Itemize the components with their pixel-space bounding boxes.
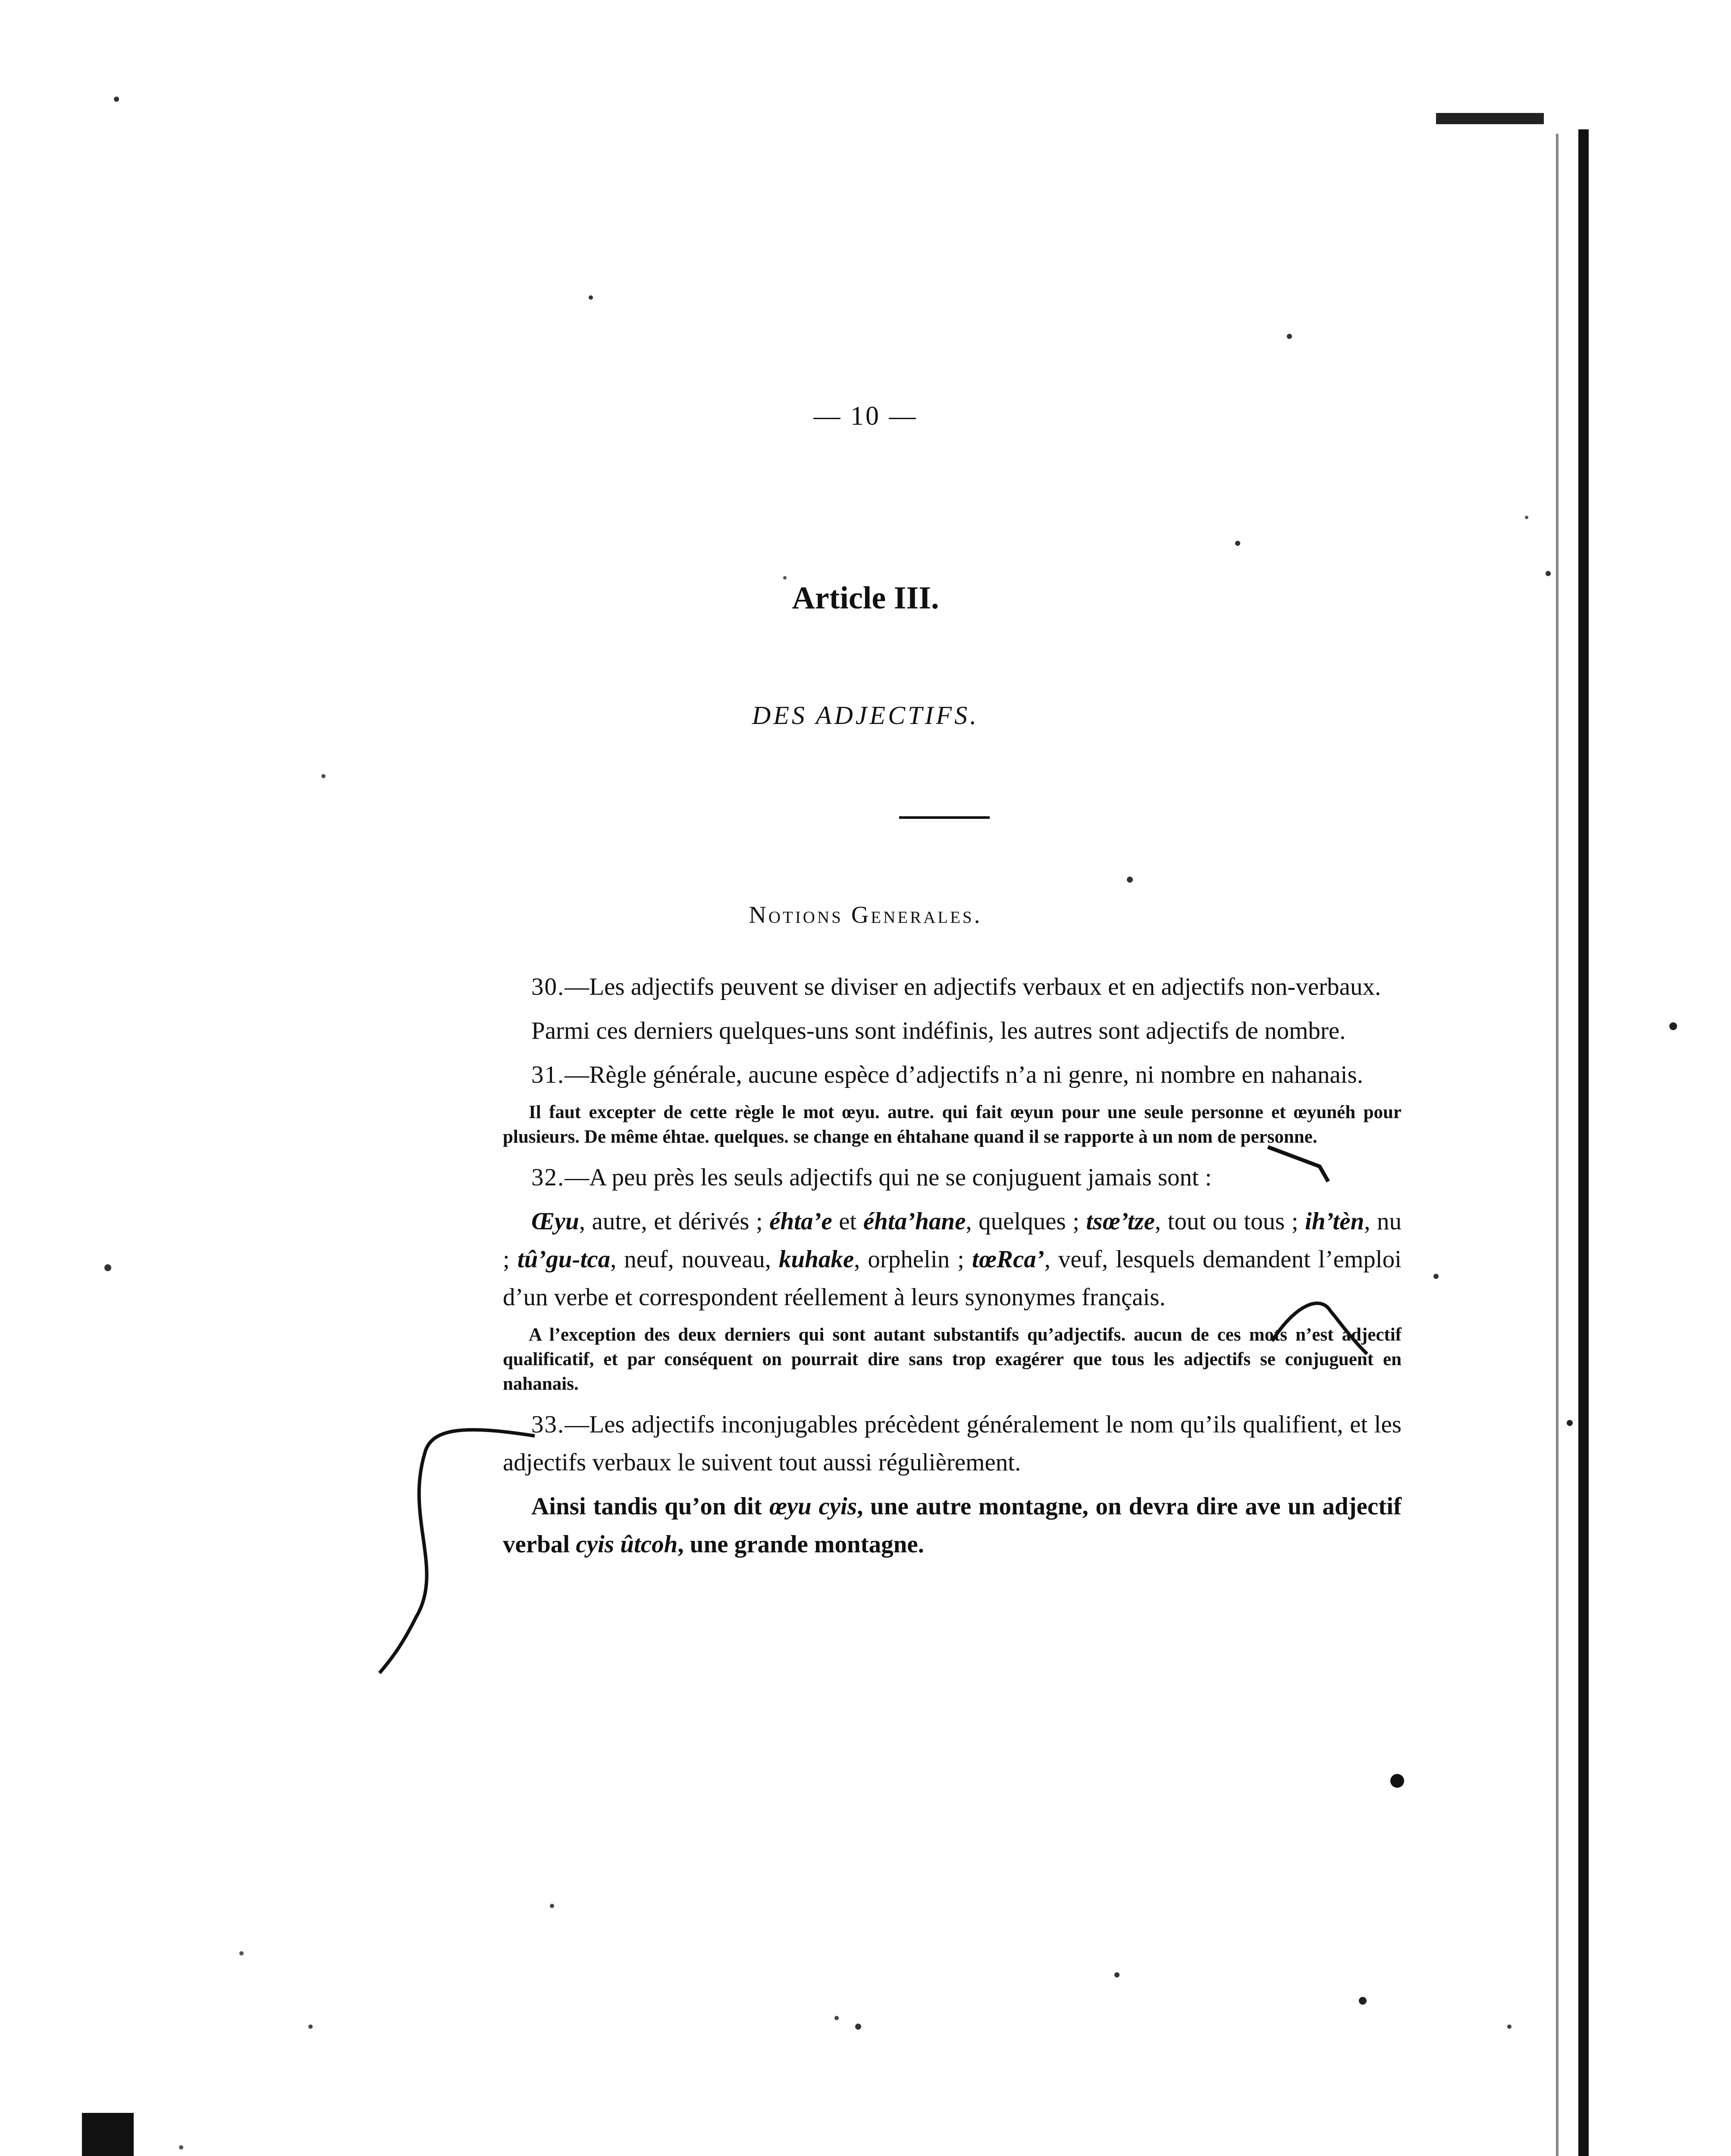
paragraph-number: 32. — [531, 1164, 565, 1191]
gloss-text: , neuf, nouveau, — [610, 1246, 779, 1273]
title-rule — [899, 816, 990, 819]
paragraph-number: 33. — [531, 1411, 565, 1438]
paragraph-33 — [503, 1406, 1402, 1482]
gloss-text: , orphelin ; — [854, 1246, 972, 1273]
word-nahanais: éhta’e — [769, 1208, 832, 1235]
right-margin-line — [1556, 134, 1559, 2156]
right-margin-bar — [1578, 129, 1589, 2156]
note-text: A l’exception des deux derniers qui sont autant substantifs qu’adjectifs. aucun de ces mots n’est adjectif qualificatif, et par conséquent on pourrait dire sans trop exagérer que tous les adjectifs se conjuguent en nahanais. — [503, 1325, 1402, 1394]
example-text: , une autre montagne, on devra dire ave un adjectif verbal — [503, 1493, 1402, 1558]
top-right-bar — [1436, 113, 1544, 124]
paragraph-text: —A peu près les seuls adjectifs qui ne se conjuguent jamais sont : — [564, 1164, 1212, 1191]
note-32 — [503, 1322, 1402, 1396]
gloss-text: , quelques ; — [966, 1208, 1086, 1235]
word-nahanais: kuhake — [778, 1246, 854, 1273]
example-text: Ainsi tandis qu’on dit — [531, 1493, 769, 1520]
word-nahanais: Œyu — [531, 1208, 579, 1235]
word-nahanais: éhta’hane — [863, 1208, 966, 1235]
paragraph-text: —Règle générale, aucune espèce d’adjectifs n’a ni genre, ni nombre en nahanais. — [564, 1061, 1363, 1088]
gloss-text: et — [832, 1208, 863, 1235]
example-text: , une grande montagne. — [677, 1531, 924, 1558]
paragraph-text: Parmi ces derniers quelques-uns sont indéfinis, les autres sont adjectifs de nombre. — [531, 1017, 1346, 1044]
section-title: DES ADJECTIFS. — [752, 701, 979, 730]
word-nahanais: cyis ûtcoh — [576, 1531, 678, 1558]
gloss-text: , tout ou tous ; — [1154, 1208, 1305, 1235]
gloss-text: , nu ; — [503, 1208, 1402, 1273]
paragraph-text: —Les adjectifs peuvent se diviser en adjectifs verbaux et en adjectifs non-verbaux. — [564, 973, 1381, 1000]
subsection-title: Notions Generales. — [749, 902, 982, 928]
word-nahanais: œyu cyis — [769, 1493, 857, 1520]
paragraph-text: —Les adjectifs inconjugables précèdent généralement le nom qu’ils qualifient, et les adjectifs verbaux le suivent tout aussi régulièrement. — [503, 1411, 1402, 1476]
ink-blot — [1390, 1774, 1404, 1788]
paragraph-32 — [503, 1159, 1402, 1197]
note-text: Il faut excepter de cette règle le mot œyu. autre. qui fait œyun pour une seule personne et œyunéh pour plusieurs. De même éhtae. quelques. se change en éhtahane quand il se rapporte à un nom de personne. — [503, 1102, 1402, 1147]
word-nahanais: tû’gu-tca — [517, 1246, 611, 1273]
word-nahanais: tsœ’tze — [1086, 1208, 1155, 1235]
paragraph-number: 30. — [531, 973, 565, 1000]
word-nahanais: tœRca’ — [972, 1246, 1044, 1273]
body-text — [503, 968, 1402, 1564]
word-nahanais: ih’tèn — [1305, 1208, 1364, 1235]
paragraph-30-continued — [503, 1012, 1402, 1050]
note-31 — [503, 1100, 1402, 1149]
paragraph-number: 31. — [531, 1061, 565, 1088]
gloss-text: , autre, et dérivés ; — [579, 1208, 770, 1235]
bottom-left-block — [82, 2113, 134, 2156]
page-number: — 10 — — [813, 401, 918, 431]
paragraph-30 — [503, 968, 1402, 1006]
gloss-text: , veuf, lesquels demandent l’emploi d’un verbe et correspondent réellement à leurs synonymes français. — [503, 1246, 1402, 1311]
paragraph-33-example — [503, 1488, 1402, 1564]
paragraph-32-list — [503, 1203, 1402, 1316]
paragraph-31 — [503, 1056, 1402, 1094]
article-title: Article III. — [792, 580, 939, 616]
